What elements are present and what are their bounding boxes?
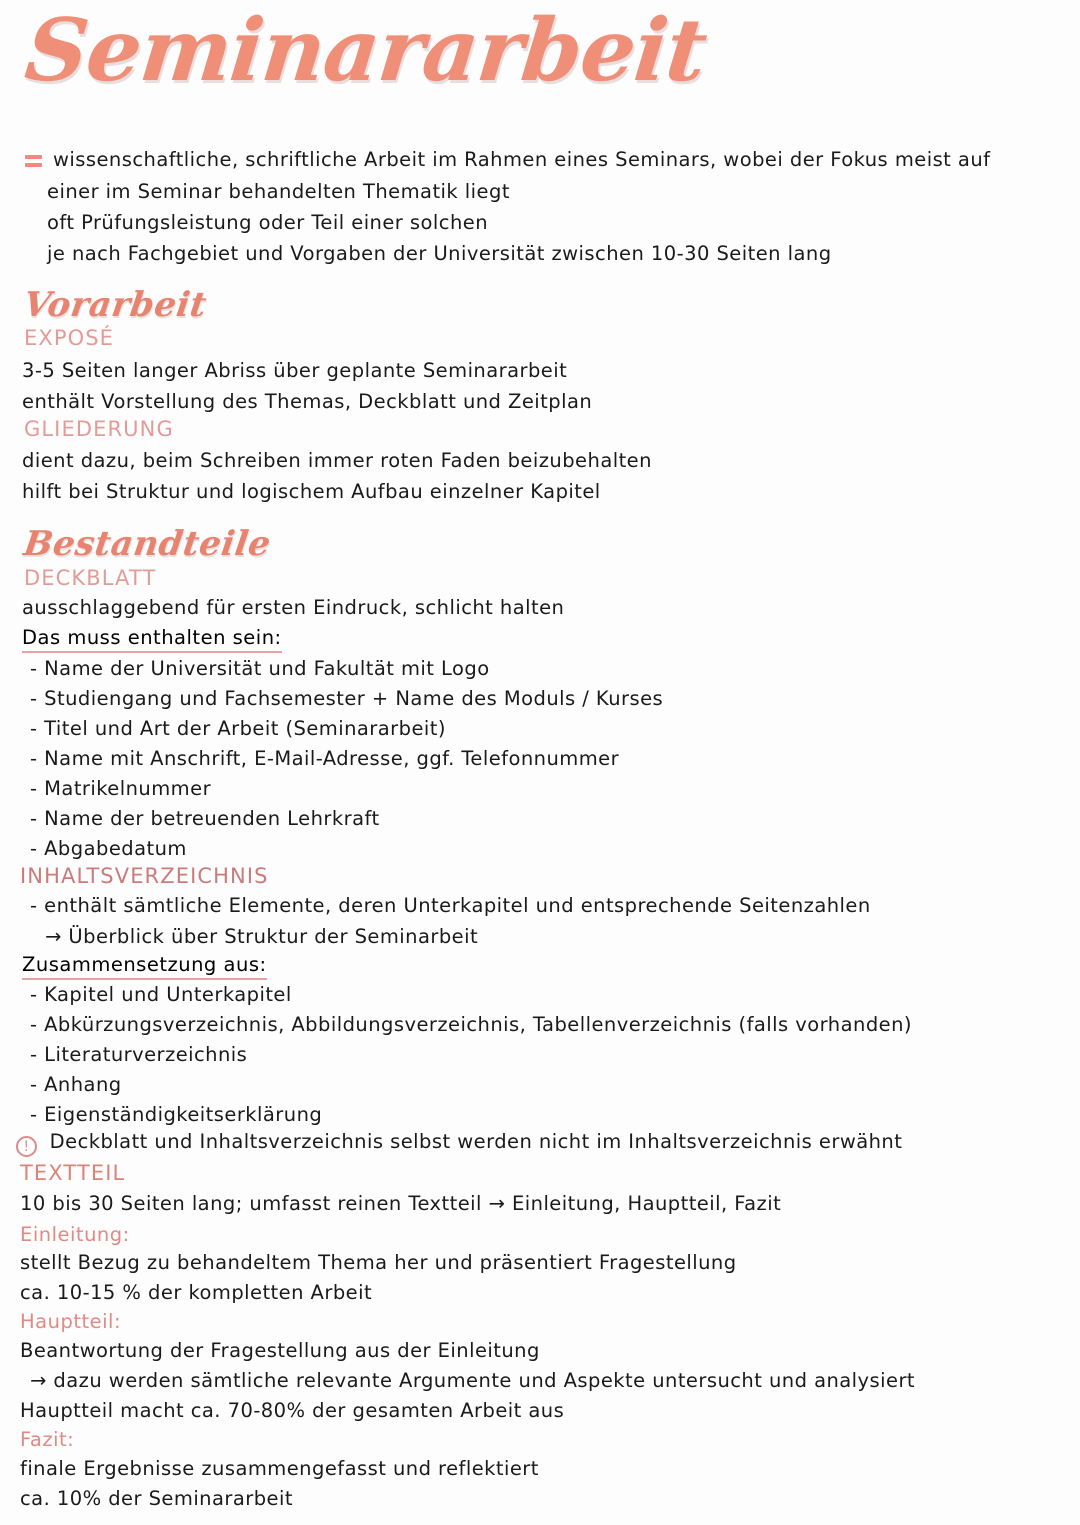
inhalt-bullet-5: Eigenständigkeitserklärung <box>44 1103 323 1126</box>
intro-line-2: einer im Seminar behandelten Thematik liegt <box>47 180 510 203</box>
gliederung-line-2: hilft bei Struktur und logischem Aufbau einzelner Kapitel <box>22 480 601 503</box>
deckblatt-bullet-1: Name der Universität und Fakultät mit Logo <box>44 657 490 680</box>
inhalt-bullet-top-1: enthält sämtliche Elemente, deren Unterkapitel und entsprechende Seitenzahlen <box>44 894 871 917</box>
list-item: - Name der betreuenden Lehrkraft <box>30 807 380 830</box>
deckblatt-bullet-3: Titel und Art der Arbeit (Seminararbeit) <box>44 717 446 740</box>
deckblatt-bullet-5: Matrikelnummer <box>44 777 212 800</box>
list-item: - Abkürzungsverzeichnis, Abbildungsverzeichnis, Tabellenverzeichnis (falls vorhanden) <box>30 1013 912 1036</box>
inhalt-bullet-3: Literaturverzeichnis <box>44 1043 248 1066</box>
inhalt-bullet-2: Abkürzungsverzeichnis, Abbildungsverzeichnis, Tabellenverzeichnis (falls vorhanden) <box>44 1013 912 1036</box>
intro-line-1: wissenschaftliche, schriftliche Arbeit im Rahmen eines Seminars, wobei der Fokus meist auf <box>53 148 991 171</box>
hauptteil-line-1: Beantwortung der Fragestellung aus der Einleitung <box>20 1339 540 1362</box>
page-title: Seminararbeit <box>20 0 711 101</box>
list-item: - Name mit Anschrift, E-Mail-Adresse, ggf. Telefonnummer <box>30 747 620 770</box>
list-item: - Name der Universität und Fakultät mit Logo <box>30 657 490 680</box>
section-heading-vorarbeit: Vorarbeit <box>21 285 210 325</box>
deckblatt-bullet-7: Abgabedatum <box>44 837 187 860</box>
list-item: - Literaturverzeichnis <box>30 1043 248 1066</box>
list-item: - Abgabedatum <box>30 837 187 860</box>
inhalt-bullet-4: Anhang <box>44 1073 122 1096</box>
inhalt-warning-row <box>16 1130 902 1157</box>
deckblatt-line-1: ausschlaggebend für ersten Eindruck, schlicht halten <box>22 596 565 619</box>
subsection-label-gliederung: GLIEDERUNG <box>24 417 174 441</box>
deckblatt-bullet-4: Name mit Anschrift, E-Mail-Adresse, ggf. Telefonnummer <box>44 747 620 770</box>
inhalt-underlined-text: Zusammensetzung aus: <box>22 953 267 980</box>
intro-line-3: oft Prüfungsleistung oder Teil einer solchen <box>47 211 489 234</box>
part-label-fazit: Fazit: <box>20 1428 75 1451</box>
inhalt-warning-text: Deckblatt und Inhaltsverzeichnis selbst werden nicht im Inhaltsverzeichnis erwähnt <box>49 1130 903 1153</box>
subsection-label-textteil: TEXTTEIL <box>20 1161 126 1185</box>
list-item: - Anhang <box>30 1073 122 1096</box>
expose-line-2: enthält Vorstellung des Themas, Deckblatt und Zeitplan <box>22 390 593 413</box>
list-item: - Studiengang und Fachsemester + Name des Moduls / Kurses <box>30 687 664 710</box>
deckblatt-underlined-label <box>22 626 282 653</box>
deckblatt-bullet-2: Studiengang und Fachsemester + Name des Moduls / Kurses <box>44 687 664 710</box>
fazit-line-1: finale Ergebnisse zusammengefasst und reflektiert <box>20 1457 539 1480</box>
circled-exclamation-icon: ! <box>16 1136 37 1157</box>
part-label-hauptteil: Hauptteil: <box>20 1310 122 1333</box>
deckblatt-bullet-6: Name der betreuenden Lehrkraft <box>44 807 380 830</box>
equals-bullet-icon <box>25 155 42 168</box>
section-heading-bestandteile: Bestandteile <box>21 524 274 564</box>
hauptteil-line-2: → dazu werden sämtliche relevante Argumente und Aspekte untersucht und analysiert <box>30 1369 916 1392</box>
part-label-einleitung: Einleitung: <box>20 1223 130 1246</box>
list-item: - enthält sämtliche Elemente, deren Unterkapitel und entsprechende Seitenzahlen <box>30 894 871 917</box>
einleitung-line-2: ca. 10-15 % der kompletten Arbeit <box>20 1281 373 1304</box>
list-item: - Kapitel und Unterkapitel <box>30 983 292 1006</box>
einleitung-line-1: stellt Bezug zu behandeltem Thema her und präsentiert Fragestellung <box>20 1251 737 1274</box>
inhalt-arrow-line: → Überblick über Struktur der Seminarbeit <box>45 925 479 948</box>
list-item: - Matrikelnummer <box>30 777 212 800</box>
list-item: - Titel und Art der Arbeit (Seminararbeit) <box>30 717 446 740</box>
subsection-label-deckblatt: DECKBLATT <box>24 566 157 590</box>
subsection-label-inhaltsverzeichnis: INHALTSVERZEICHNIS <box>20 864 269 888</box>
list-item: - Eigenständigkeitserklärung <box>30 1103 323 1126</box>
deckblatt-underlined-text: Das muss enthalten sein: <box>22 626 282 653</box>
fazit-line-2: ca. 10% der Seminararbeit <box>20 1487 293 1510</box>
textteil-line-1: 10 bis 30 Seiten lang; umfasst reinen Textteil → Einleitung, Hauptteil, Fazit <box>20 1192 782 1215</box>
inhalt-bullet-1: Kapitel und Unterkapitel <box>44 983 292 1006</box>
gliederung-line-1: dient dazu, beim Schreiben immer roten Faden beizubehalten <box>22 449 652 472</box>
subsection-label-expose: EXPOSÉ <box>24 326 115 350</box>
hauptteil-line-3: Hauptteil macht ca. 70-80% der gesamten Arbeit aus <box>20 1399 565 1422</box>
expose-line-1: 3-5 Seiten langer Abriss über geplante Seminararbeit <box>22 359 568 382</box>
inhalt-underlined-label <box>22 953 267 980</box>
intro-line-4: je nach Fachgebiet und Vorgaben der Universität zwischen 10-30 Seiten lang <box>47 242 832 265</box>
